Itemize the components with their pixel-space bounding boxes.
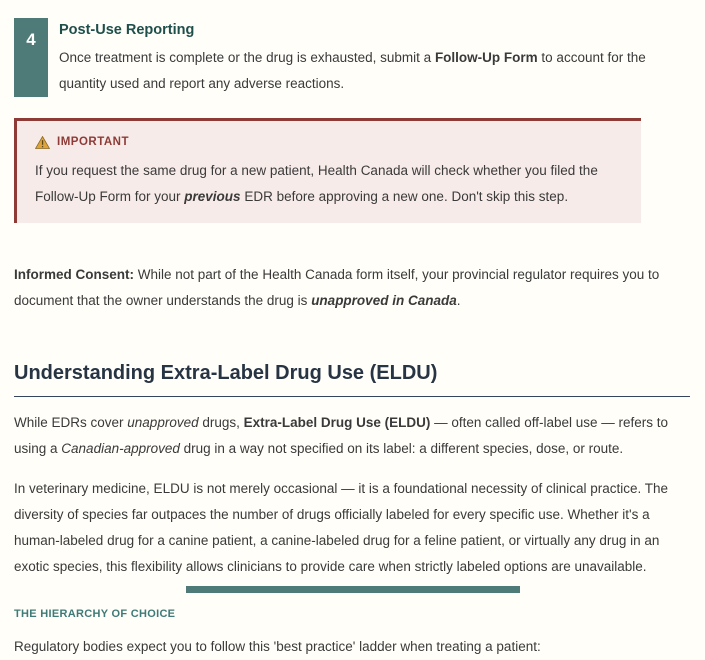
callout-body-part1: If you request the same drug for a new patient, Health Canada will check whether you filed the Follow-Up Form for your xyxy=(35,163,598,204)
eldu-paragraph-1 xyxy=(14,410,690,462)
eldu-paragraph-2: In veterinary medicine, ELDU is not merely occasional — it is a foundational necessity of clinical practice. The diversity of species far outpaces the number of drugs officially labeled for every specific use. Whether it's a human-labeled drug for a canine patient, a canine-labeled drug for a feline patient, or virtually any drug in an exotic species, this flexibility allows clinicians to provide care when strictly labeled options are unavailable. xyxy=(14,481,669,574)
callout-header xyxy=(35,133,623,151)
section-divider xyxy=(14,396,690,397)
step-content xyxy=(48,18,647,97)
consent-part2: . xyxy=(456,293,461,308)
step-number-badge xyxy=(14,18,48,97)
para1-p2: drugs, xyxy=(198,415,244,430)
para1-i2: Canadian-approved xyxy=(61,441,180,456)
step-body-text xyxy=(59,45,647,97)
next-section-table-header-peek xyxy=(186,586,520,593)
step-number: 4 xyxy=(26,30,36,49)
hierarchy-intro-paragraph: Regulatory bodies expect you to follow this 'best practice' ladder when treating a patient: xyxy=(14,639,541,654)
step-body-prefix: Once treatment is complete or the drug is exhausted, submit a xyxy=(59,50,435,65)
informed-consent-paragraph xyxy=(14,262,690,314)
para1-i1: unapproved xyxy=(127,415,199,430)
step-title: Post-Use Reporting xyxy=(59,22,195,38)
callout-body-part2: EDR before approving a new one. Don't skip this step. xyxy=(240,189,569,204)
consent-part1: While not part of the Health Canada form itself, your provincial regulator requires you to document that the owner understands the drug is xyxy=(14,267,660,308)
hierarchy-subheading: THE HIERARCHY OF CHOICE xyxy=(14,608,176,620)
para1-p3: — often called off-label use — refers to using a xyxy=(14,415,669,456)
para1-p4: drug in a way not specified on its label: a different species, dose, or route. xyxy=(179,441,624,456)
step-body-suffix: to account for the quantity used and report any adverse reactions. xyxy=(59,50,646,91)
section-title: Understanding Extra-Label Drug Use (ELDU) xyxy=(14,362,438,384)
para1-b1: Extra-Label Drug Use (ELDU) xyxy=(243,415,431,430)
para1-p1: While EDRs cover xyxy=(14,415,128,430)
callout-body-text xyxy=(35,158,621,210)
important-callout xyxy=(14,118,641,223)
warning-triangle-icon xyxy=(35,136,50,149)
consent-emphasis: unapproved in Canada xyxy=(311,293,457,308)
step-body-bold: Follow-Up Form xyxy=(434,50,538,65)
step-4-block xyxy=(14,18,690,97)
callout-label: IMPORTANT xyxy=(57,136,130,148)
consent-lead: Informed Consent: xyxy=(14,267,134,282)
callout-body-emphasis: previous xyxy=(184,189,241,204)
